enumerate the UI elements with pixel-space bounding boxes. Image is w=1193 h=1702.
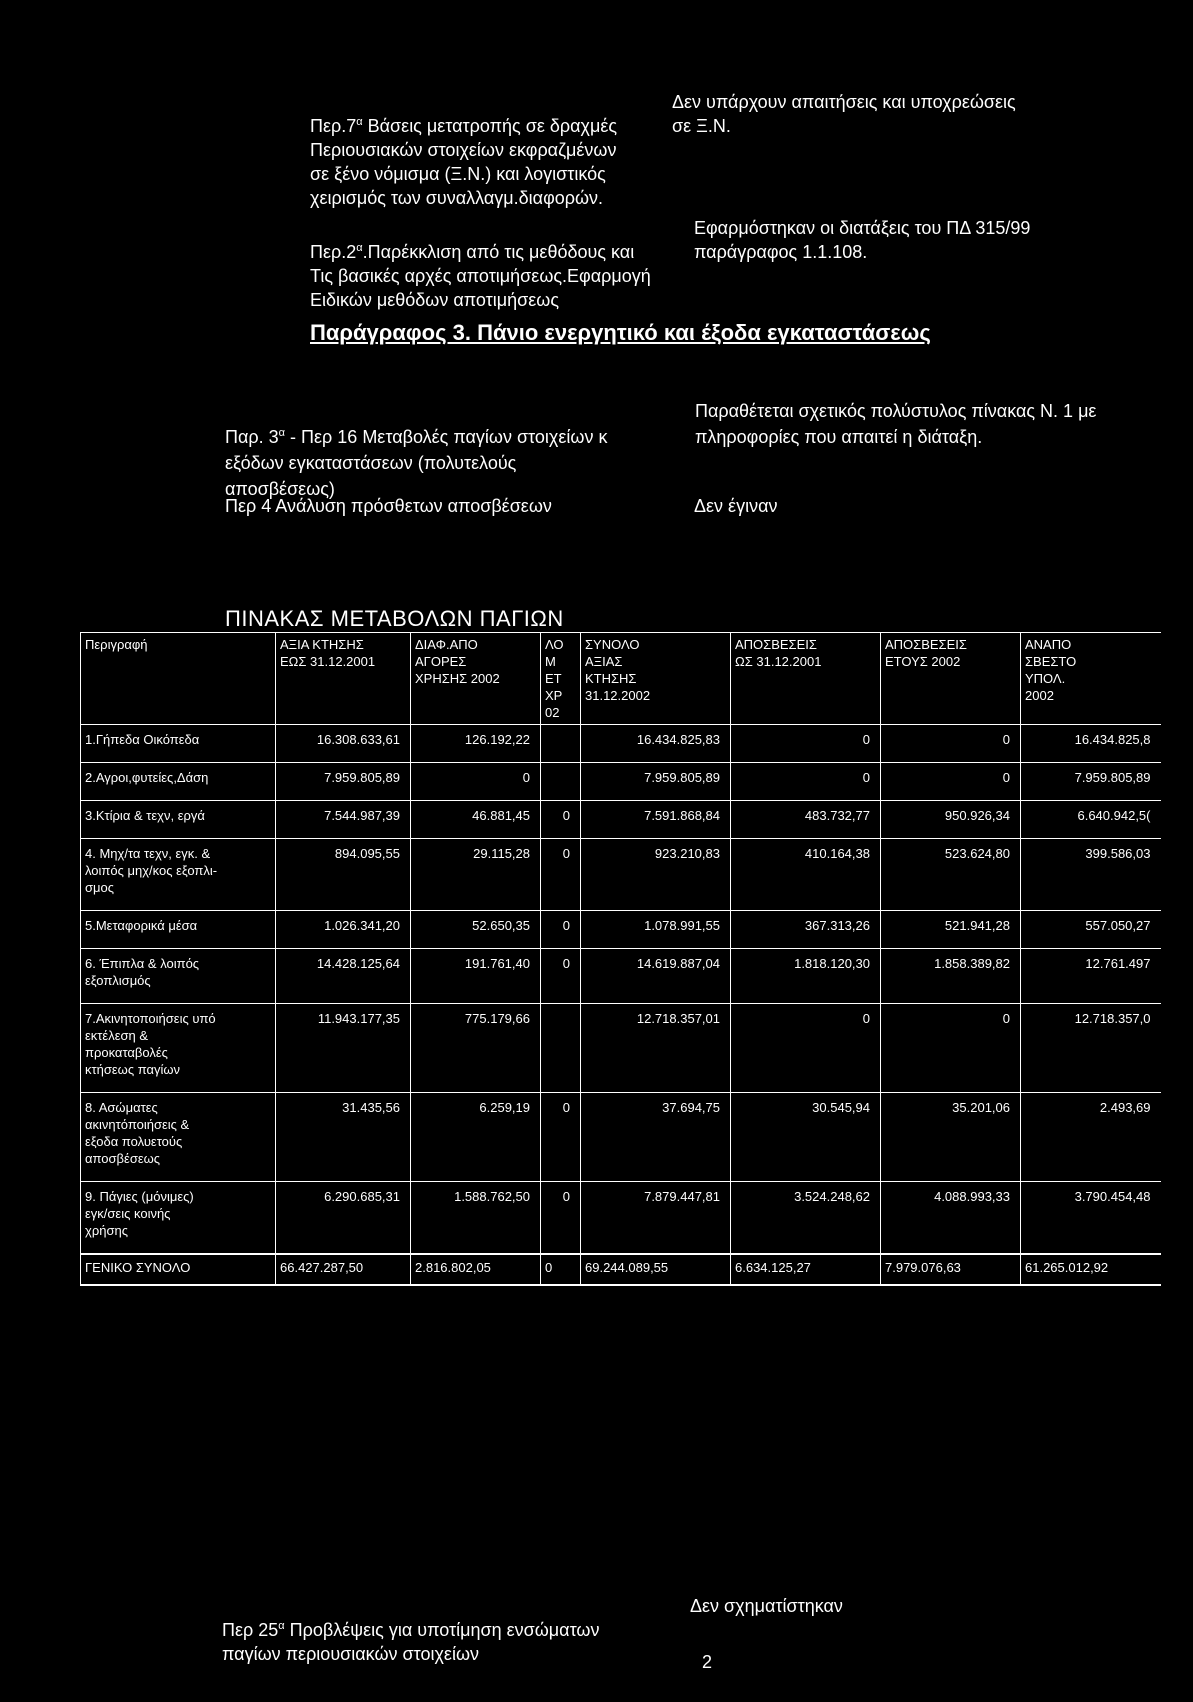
table-cell: 923.210,83 [581,839,731,911]
table-cell: 16.308.633,61 [276,725,411,763]
total-cell: 2.816.802,05 [411,1254,541,1285]
note-per7-left [310,90,690,234]
note-per7-right: Δεν υπάρχουν απαιτήσεις και υποχρεώσεις σε Ξ.Ν. [672,92,1016,136]
table-cell: 1.818.120,30 [731,949,881,1004]
table-row [81,911,1161,949]
per7-desc: Περιουσιακών στοιχείων εκφραζμένων σε ξένο νόμισμα (Ξ.Ν.) και λογιστικός χειρισμός των συναλλαγμ.διαφορών. [310,140,617,208]
table-cell: 7.544.987,39 [276,801,411,839]
table-title: ΠΙΝΑΚΑΣ ΜΕΤΑΒΟΛΩΝ ΠΑΓΙΩΝ [225,606,564,631]
total-cell: 6.634.125,27 [731,1254,881,1285]
table-header-cell: ΔΙΑΦ.ΑΠΟ ΑΓΟΡΕΣ ΧΡΗΣΗΣ 2002 [411,633,541,725]
table-row [81,763,1161,801]
table-cell: 29.115,28 [411,839,541,911]
table-cell: 0 [731,725,881,763]
note-per2-left [310,216,690,336]
table-row [81,1182,1161,1255]
table-row [81,1004,1161,1093]
table-cell: 0 [411,763,541,801]
table-cell: 6.290.685,31 [276,1182,411,1255]
table-cell: 35.201,06 [881,1093,1021,1182]
table-cell: 0 [541,1093,581,1182]
table-cell: 14.619.887,04 [581,949,731,1004]
table-cell: 30.545,94 [731,1093,881,1182]
table-cell: 0 [731,1004,881,1093]
total-cell: 7.979.076,63 [881,1254,1021,1285]
table-cell: 0 [881,1004,1021,1093]
note-per4-right: Δεν έγιναν [694,496,778,516]
per2-desc: Τις βασικές αρχές αποτιμήσεως.Εφαρμογή Ειδικών μεθόδων αποτιμήσεως [310,266,651,310]
row-label: 3.Κτίρια & τεχν, εργά [81,801,276,839]
table-cell: 950.926,34 [881,801,1021,839]
table-cell: 12.718.357,01 [581,1004,731,1093]
note-par3-right: Παραθέτεται σχετικός πολύστυλος πίνακας Ν. 1 με πληροφορίες που απαιτεί η διάταξη. [695,401,1097,447]
note-per2-right: Εφαρμόστηκαν οι διατάξεις του ΠΔ 315/99 παράγραφος 1.1.108. [694,218,1031,262]
per25-title-b: Προβλέψεις για υποτίμηση ενσώματων [284,1620,600,1640]
table-cell: 7.879.447,81 [581,1182,731,1255]
table-cell: 0 [541,801,581,839]
table-cell [541,725,581,763]
par3-sup: α [278,427,286,439]
table-cell: 367.313,26 [731,911,881,949]
table-cell: 0 [881,725,1021,763]
table-cell: 0 [541,949,581,1004]
total-row [81,1254,1161,1285]
table-cell: 894.095,55 [276,839,411,911]
row-label: 6. Έπιπλα & λοιπός εξοπλισμός [81,949,276,1004]
table-cell: 7.591.868,84 [581,801,731,839]
table-row [81,949,1161,1004]
table-header-row [81,633,1161,725]
fixed-assets-table [80,632,1161,1286]
table-cell: 12.761.497 [1021,949,1161,1004]
per7-title-a: Περ.7 [310,116,357,136]
table-row [81,1093,1161,1182]
total-cell: 0 [541,1254,581,1285]
table-cell [541,1004,581,1093]
table-cell: 191.761,40 [411,949,541,1004]
table-row [81,839,1161,911]
table-header-cell: Περιγραφή [81,633,276,725]
table-header-cell: ΛΟ Μ ΕΤ ΧΡ 02 [541,633,581,725]
per25-title-a: Περ 25 [222,1620,279,1640]
table-cell: 6.259,19 [411,1093,541,1182]
per25-sup: α [278,1620,285,1632]
table-cell: 483.732,77 [731,801,881,839]
per7-sup: α [356,116,363,128]
table-cell: 11.943.177,35 [276,1004,411,1093]
note-per25-left-block [222,1594,702,1690]
table-cell: 7.959.805,89 [581,763,731,801]
table-cell: 37.694,75 [581,1093,731,1182]
row-label: 8. Ασώματες ακινητόποιήσεις & εξοδα πολυετούς αποσβέσεως [81,1093,276,1182]
per2-title-a: Περ.2 [310,242,357,262]
per2-title-b: .Παρέκκλιση από τις μεθόδους και [362,242,635,262]
table-cell: 16.434.825,8 [1021,725,1161,763]
table-header-cell: ΑΝΑΠΟ ΣΒΕΣΤΟ ΥΠΟΛ. 2002 [1021,633,1161,725]
table-cell: 7.959.805,89 [276,763,411,801]
table-cell: 521.941,28 [881,911,1021,949]
table-cell: 7.959.805,89 [1021,763,1161,801]
table-cell: 3.790.454,48 [1021,1182,1161,1255]
table-cell [541,763,581,801]
note-per4-left: Περ 4 Ανάλυση πρόσθετων αποσβέσεων [225,496,552,516]
total-cell: 66.427.287,50 [276,1254,411,1285]
table-cell: 126.192,22 [411,725,541,763]
table-header-cell: ΑΠΟΣΒΕΣΕΙΣ ΩΣ 31.12.2001 [731,633,881,725]
total-cell: 69.244.089,55 [581,1254,731,1285]
table-cell: 1.026.341,20 [276,911,411,949]
note-per25-right: Δεν σχηματίστηκαν [690,1596,843,1616]
row-label: 4. Μηχ/τα τεχν, εγκ. & λοιπός μηχ/κος εξοπλι- σμος [81,839,276,911]
table-row [81,801,1161,839]
table-cell: 16.434.825,83 [581,725,731,763]
table-cell: 0 [881,763,1021,801]
table-cell: 2.493,69 [1021,1093,1161,1182]
table-cell: 14.428.125,64 [276,949,411,1004]
row-label: 9. Πάγιες (μόνιμες) εγκ/σεις κοινής χρήσης [81,1182,276,1255]
total-label: ΓΕΝΙΚΟ ΣΥΝΟΛΟ [81,1254,276,1285]
page-number: 2 [702,1652,713,1672]
row-label: 2.Αγροι,φυτείες,Δάση [81,763,276,801]
row-label: 1.Γήπεδα Οικόπεδα [81,725,276,763]
table-cell: 52.650,35 [411,911,541,949]
table-cell: 1.858.389,82 [881,949,1021,1004]
section-heading: Παράγραφος 3. Πάνιο ενεργητικό και έξοδα εγκαταστάσεως [310,320,931,345]
table-cell: 1.588.762,50 [411,1182,541,1255]
table-cell: 4.088.993,33 [881,1182,1021,1255]
table-cell: 3.524.248,62 [731,1182,881,1255]
table-cell: 0 [541,1182,581,1255]
row-label: 5.Μεταφορικά μέσα [81,911,276,949]
table-cell: 0 [541,911,581,949]
per7-title-b: Βάσεις μετατροπής σε δραχμές [362,116,618,136]
table-cell: 46.881,45 [411,801,541,839]
per25-desc: παγίων περιουσιακών στοιχείων [222,1644,480,1664]
total-cell: 61.265.012,92 [1021,1254,1161,1285]
table-cell: 0 [731,763,881,801]
table-cell: 399.586,03 [1021,839,1161,911]
table-cell: 0 [541,839,581,911]
par3-title-b: - Περ 16 Μεταβολές παγίων στοιχείων κ [285,427,608,447]
row-label: 7.Ακινητοποιήσεις υπό εκτέλεση & προκαταβολές κτήσεως παγίων [81,1004,276,1093]
par3-desc: εξόδων εγκαταστάσεων (πολυτελούς αποσβέσεως) [225,453,517,499]
table-cell: 12.718.357,0 [1021,1004,1161,1093]
table-cell: 6.640.942,5( [1021,801,1161,839]
par3-title-a: Παρ. 3 [225,427,279,447]
table-header-cell: ΑΞΙΑ ΚΤΗΣΗΣ ΕΩΣ 31.12.2001 [276,633,411,725]
per2-sup: α [356,242,363,254]
table-cell: 557.050,27 [1021,911,1161,949]
table-cell: 1.078.991,55 [581,911,731,949]
table-cell: 31.435,56 [276,1093,411,1182]
table-header-cell: ΑΠΟΣΒΕΣΕΙΣ ΕΤΟΥΣ 2002 [881,633,1021,725]
table-cell: 410.164,38 [731,839,881,911]
table-row [81,725,1161,763]
table-header-cell: ΣΥΝΟΛΟ ΑΞΙΑΣ ΚΤΗΣΗΣ 31.12.2002 [581,633,731,725]
table-cell: 523.624,80 [881,839,1021,911]
table-cell: 775.179,66 [411,1004,541,1093]
